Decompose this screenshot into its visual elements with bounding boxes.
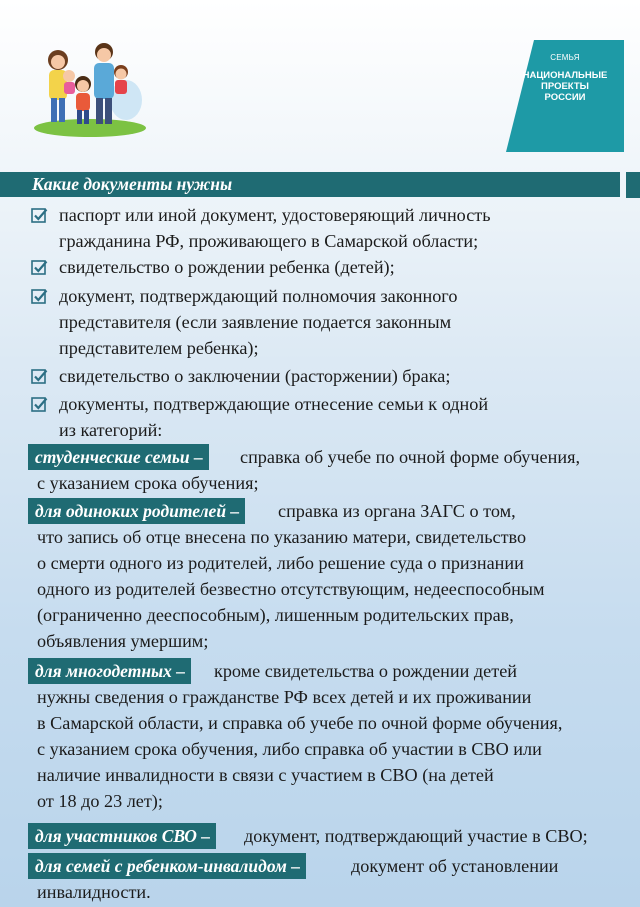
family-illustration bbox=[28, 38, 148, 138]
category-svo-label: для участников СВО – bbox=[28, 823, 216, 849]
checklist-item-1-line-2: гражданина РФ, проживающего в Самарской области; bbox=[59, 231, 479, 251]
checklist-item-5-line-1: документы, подтверждающие отнесение семьи к одной bbox=[59, 394, 489, 414]
category-large-families-line-2: нужны сведения о гражданстве РФ всех детей и их проживании bbox=[37, 687, 532, 707]
category-students-line-1: справка об учебе по очной форме обучения, bbox=[240, 447, 581, 467]
checklist-item-5-line-2: из категорий: bbox=[59, 420, 163, 440]
category-large-families-label: для многодетных – bbox=[28, 658, 191, 684]
section-title: Какие документы нужны bbox=[0, 172, 620, 197]
logo-line-1: НАЦИОНАЛЬНЫЕ bbox=[522, 70, 608, 81]
checklist-item-2-line-1: свидетельство о рождении ребенка (детей); bbox=[59, 257, 395, 277]
national-projects-logo bbox=[506, 40, 624, 152]
logo-main-label bbox=[506, 70, 624, 103]
logo-top-label: СЕМЬЯ bbox=[550, 53, 580, 62]
checklist-item-1-line-1: паспорт или иной документ, удостоверяющий личность bbox=[59, 205, 491, 225]
category-single-parents-line-1: справка из органа ЗАГС о том, bbox=[278, 501, 516, 521]
logo-line-2: ПРОЕКТЫ bbox=[541, 81, 589, 92]
category-single-parents-line-2: что запись об отце внесена по указанию матери, свидетельство bbox=[37, 527, 527, 547]
category-large-families-line-4: с указанием срока обучения, либо справка об участии в СВО или bbox=[37, 739, 542, 759]
checkbox-check-icon bbox=[31, 259, 48, 276]
category-disabled-child-line-2: инвалидности. bbox=[37, 882, 151, 902]
checklist-item-3-line-2: представителя (если заявление подается законным bbox=[59, 312, 452, 332]
category-large-families-line-1: кроме свидетельства о рождении детей bbox=[214, 661, 517, 681]
category-single-parents-line-5: (ограниченно дееспособным), лишенным родительских прав, bbox=[37, 605, 514, 625]
category-large-families-line-5: наличие инвалидности в связи с участием в СВО (на детей bbox=[37, 765, 494, 785]
category-disabled-child-label: для семей с ребенком-инвалидом – bbox=[28, 853, 306, 879]
section-edge-decoration bbox=[626, 172, 640, 198]
checklist-item-4-line-1: свидетельство о заключении (расторжении) брака; bbox=[59, 366, 451, 386]
category-single-parents-line-6: объявления умершим; bbox=[37, 631, 209, 651]
category-students-line-2: с указанием срока обучения; bbox=[37, 473, 259, 493]
category-students-label: студенческие семьи – bbox=[28, 444, 209, 470]
category-large-families-line-3: в Самарской области, и справка об учебе по очной форме обучения, bbox=[37, 713, 563, 733]
checklist-item-3-line-1: документ, подтверждающий полномочия законного bbox=[59, 286, 458, 306]
category-single-parents-line-4: одного из родителей безвестно отсутствующим, недееспособным bbox=[37, 579, 545, 599]
category-svo-line-1: документ, подтверждающий участие в СВО; bbox=[244, 826, 588, 846]
checkbox-check-icon bbox=[31, 368, 48, 385]
checkbox-check-icon bbox=[31, 288, 48, 305]
checkbox-check-icon bbox=[31, 396, 48, 413]
logo-line-3: РОССИИ bbox=[544, 92, 586, 103]
checkbox-check-icon bbox=[31, 207, 48, 224]
category-disabled-child-line-1: документ об установлении bbox=[351, 856, 559, 876]
category-single-parents-line-3: о смерти одного из родителей, либо решение суда о признании bbox=[37, 553, 524, 573]
category-large-families-line-6: от 18 до 23 лет); bbox=[37, 791, 163, 811]
category-single-parents-label: для одиноких родителей – bbox=[28, 498, 245, 524]
checklist-item-3-line-3: представителем ребенка); bbox=[59, 338, 259, 358]
